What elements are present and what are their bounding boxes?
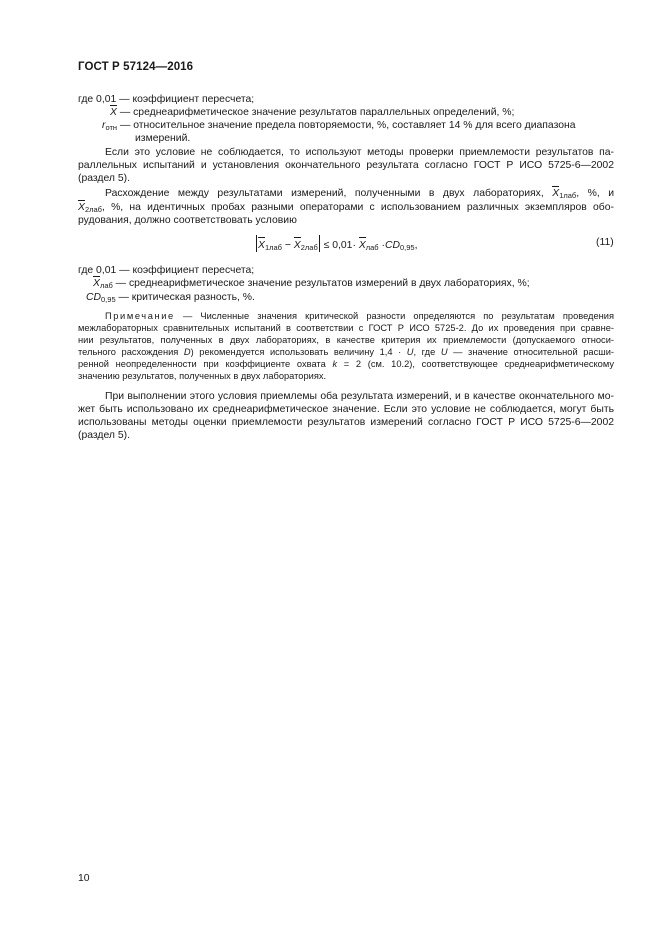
x-mean-symbol: X [110,107,117,118]
paragraph-line: рудования, должно соответствовать условию [78,215,297,226]
note-line: Примечание — Численные значения критической разности определяются по результатам проведения [105,311,614,321]
abs-bar-left [256,235,257,252]
paragraph-line: При выполнении этого условия приемлемы оба результата измерений, и в качестве окончательного мо- [105,391,614,402]
paragraph-line: раллельных испытаний и установления окончательного результата согласно ГОСТ Р ИСО 5725-6—2002 [78,160,614,171]
paragraph-line: Расхождение между результатами измерений, полученными в двух лабораториях, $X_{1лаб}$, %, и [105,188,615,200]
note-line: ренной неопределенности при коэффициенте охвата k = 2 (см. 10.2), соответствующее среднеарифметическому [78,359,614,369]
paragraph-line: (раздел 5). [78,430,131,441]
formula-11: $X_{1лаб} - X_{2лаб} \le 0,01\cdot X_{лаб} \cdot CD_{0,95}$, [255,235,417,254]
paragraph-line: (раздел 5). [78,173,131,184]
document-header: ГОСТ Р 57124—2016 [78,61,194,73]
note-line: нии результатов, полученных в двух лабораториях, в качестве критерия их приемлемости (допускаемого относи- [78,335,614,345]
legend-line: X — среднеарифметическое значение результатов параллельных определений, %; [110,107,515,118]
paragraph-line: $X_{2лаб}$, %, на идентичных пробах разными операторами с использованием различных экземпляров обо- [78,202,614,214]
abs-bar-right [319,235,320,252]
legend-line: $CD_{0,95}$ — критическая разность, %. [86,292,255,304]
legend-line: где 0,01 — коэффициент пересчета; [78,94,255,105]
paragraph-line: жет быть использовано их среднеарифметическое значение. Если это условие не соблюдается, могут быть [78,404,614,415]
equation-number: (11) [596,237,614,248]
paragraph-line: Если это условие не соблюдается, то используют методы проверки приемлемости результатов па- [105,147,614,158]
note-label: Примечание [105,311,175,321]
note-line: значению результатов, полученных в двух лабораториях. [78,371,327,381]
note-line: тельного расхождения D) рекомендуется использовать величину 1,4 · U, где U — значение относительной расши- [78,347,614,357]
page-number: 10 [78,873,90,884]
legend-line: $r_{отн}$ — относительное значение предела повторяемости, %, составляет 14 % для всего диапазона [102,120,576,132]
legend-line: где 0,01 — коэффициент пересчета; [78,265,255,276]
note-line: межлабораторных сравнительных испытаний в соответствии с ГОСТ Р ИСО 5725-2. До их проведения при сравне- [78,323,614,333]
paragraph-line: использованы методы оценки приемлемости результатов измерений согласно ГОСТ Р ИСО 5725-6—2002 [78,417,614,428]
legend-line: $X_{лаб}$ — среднеарифметическое значение результатов измерений в двух лабораториях, %; [93,278,530,290]
legend-line: измерений. [135,133,191,144]
